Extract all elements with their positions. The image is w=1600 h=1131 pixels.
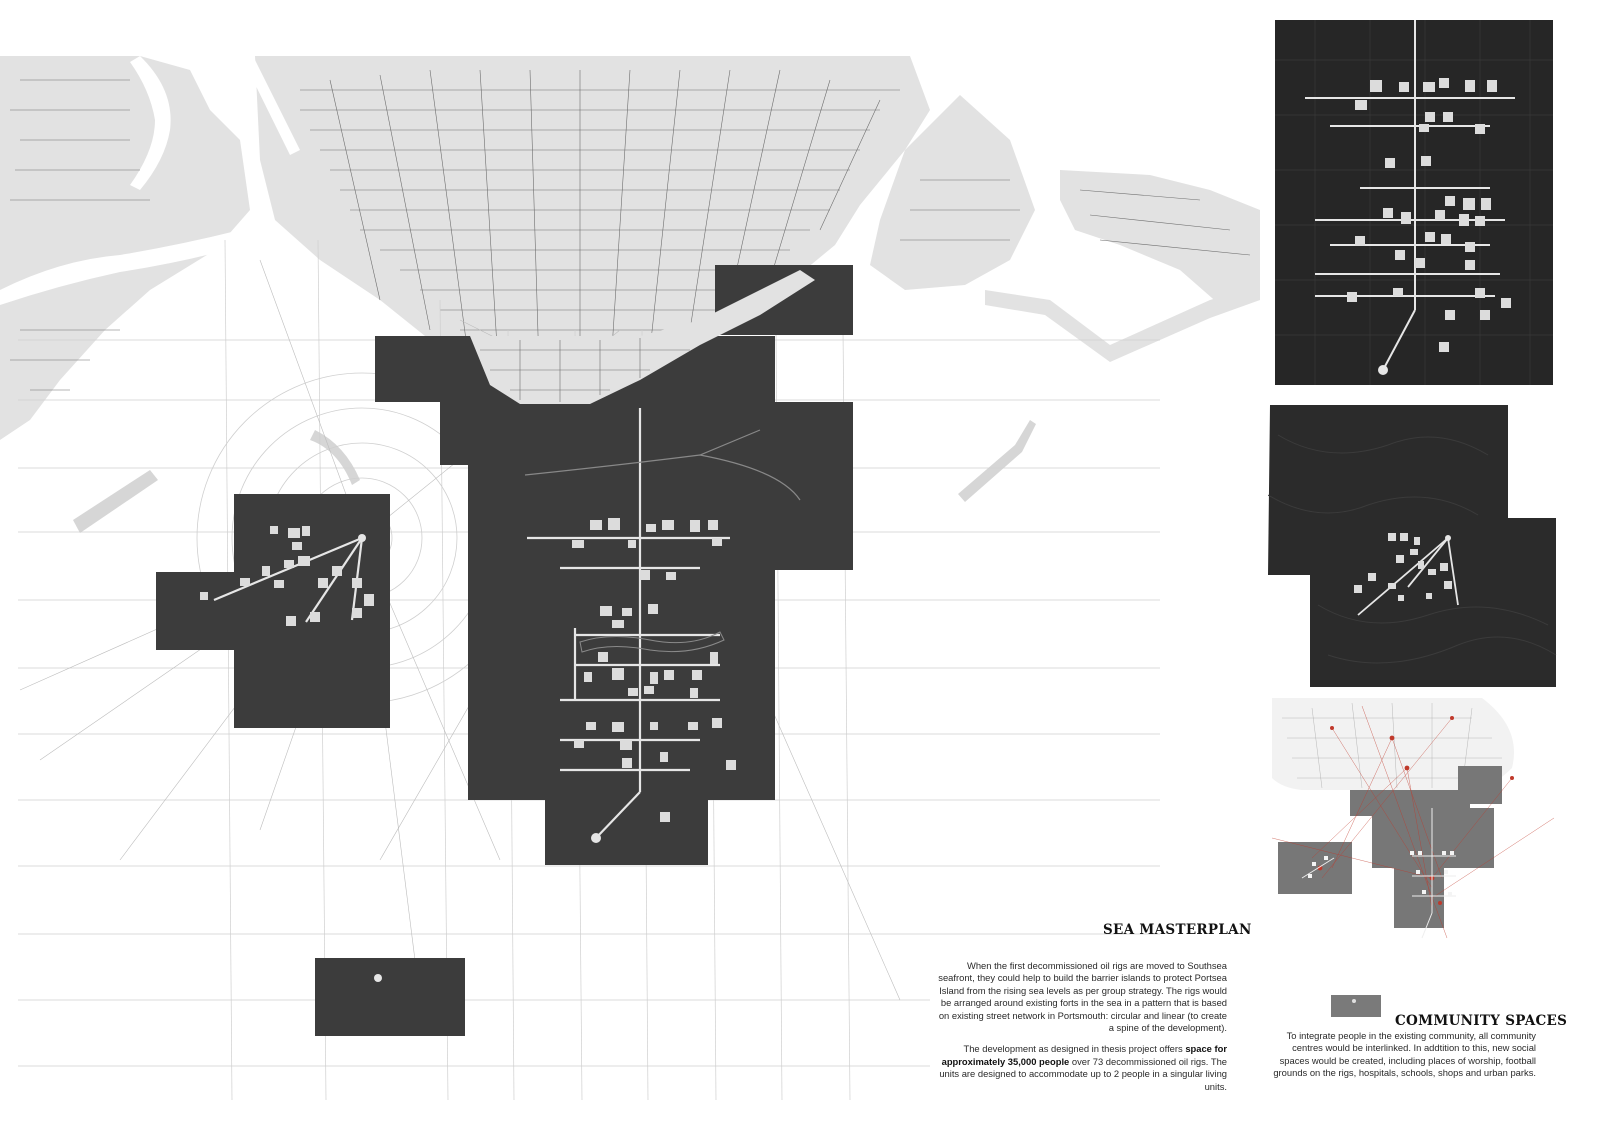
community-legend-dot [1352, 999, 1356, 1003]
community-spaces-description: To integrate people in the existing community, all community centres would be interlinked. In addtition to this, new social spaces would be created, including places of worship, football grounds on the rigs, hospitals, schools, shops and urban parks. [1273, 1030, 1536, 1079]
spine-hub [591, 833, 601, 843]
sea-masterplan-paragraph-1: When the first decommissioned oil rigs are moved to Southsea seafront, they could help to build the barrier islands to protect Portsea Island from the rising sea levels as per group strategy. The rigs would be arranged around existing forts in the sea in a pattern that is based on existing street network in Portsmouth: circular and linear (to create a spine of the development). [938, 960, 1227, 1034]
community-legend-swatch [1331, 995, 1381, 1017]
sea-masterplan-description [935, 960, 1227, 1102]
community-network-panel [1272, 698, 1554, 968]
fort-hub [358, 534, 366, 542]
sea-masterplan-heading: SEA MASTERPLAN [1103, 922, 1252, 938]
sea-masterplan-paragraph-2 [935, 1043, 1227, 1093]
circular-rig-detail-panel [1268, 405, 1558, 687]
sea-masterplan-capacity: space for approximately 35,000 people [941, 1043, 1227, 1067]
sea-masterplan-paragraph-2-tail: over 73 decommissioned oil rigs. The units are designed to accommodate up to 2 people in a singular living units. [939, 1055, 1227, 1092]
southern-rig-node [374, 974, 382, 982]
community-spaces-heading: COMMUNITY SPACES [1395, 1013, 1568, 1029]
linear-rig-detail-panel [1275, 20, 1553, 385]
sea-masterplan-paragraph-2-lead: The development as designed in thesis project offers [963, 1043, 1186, 1055]
